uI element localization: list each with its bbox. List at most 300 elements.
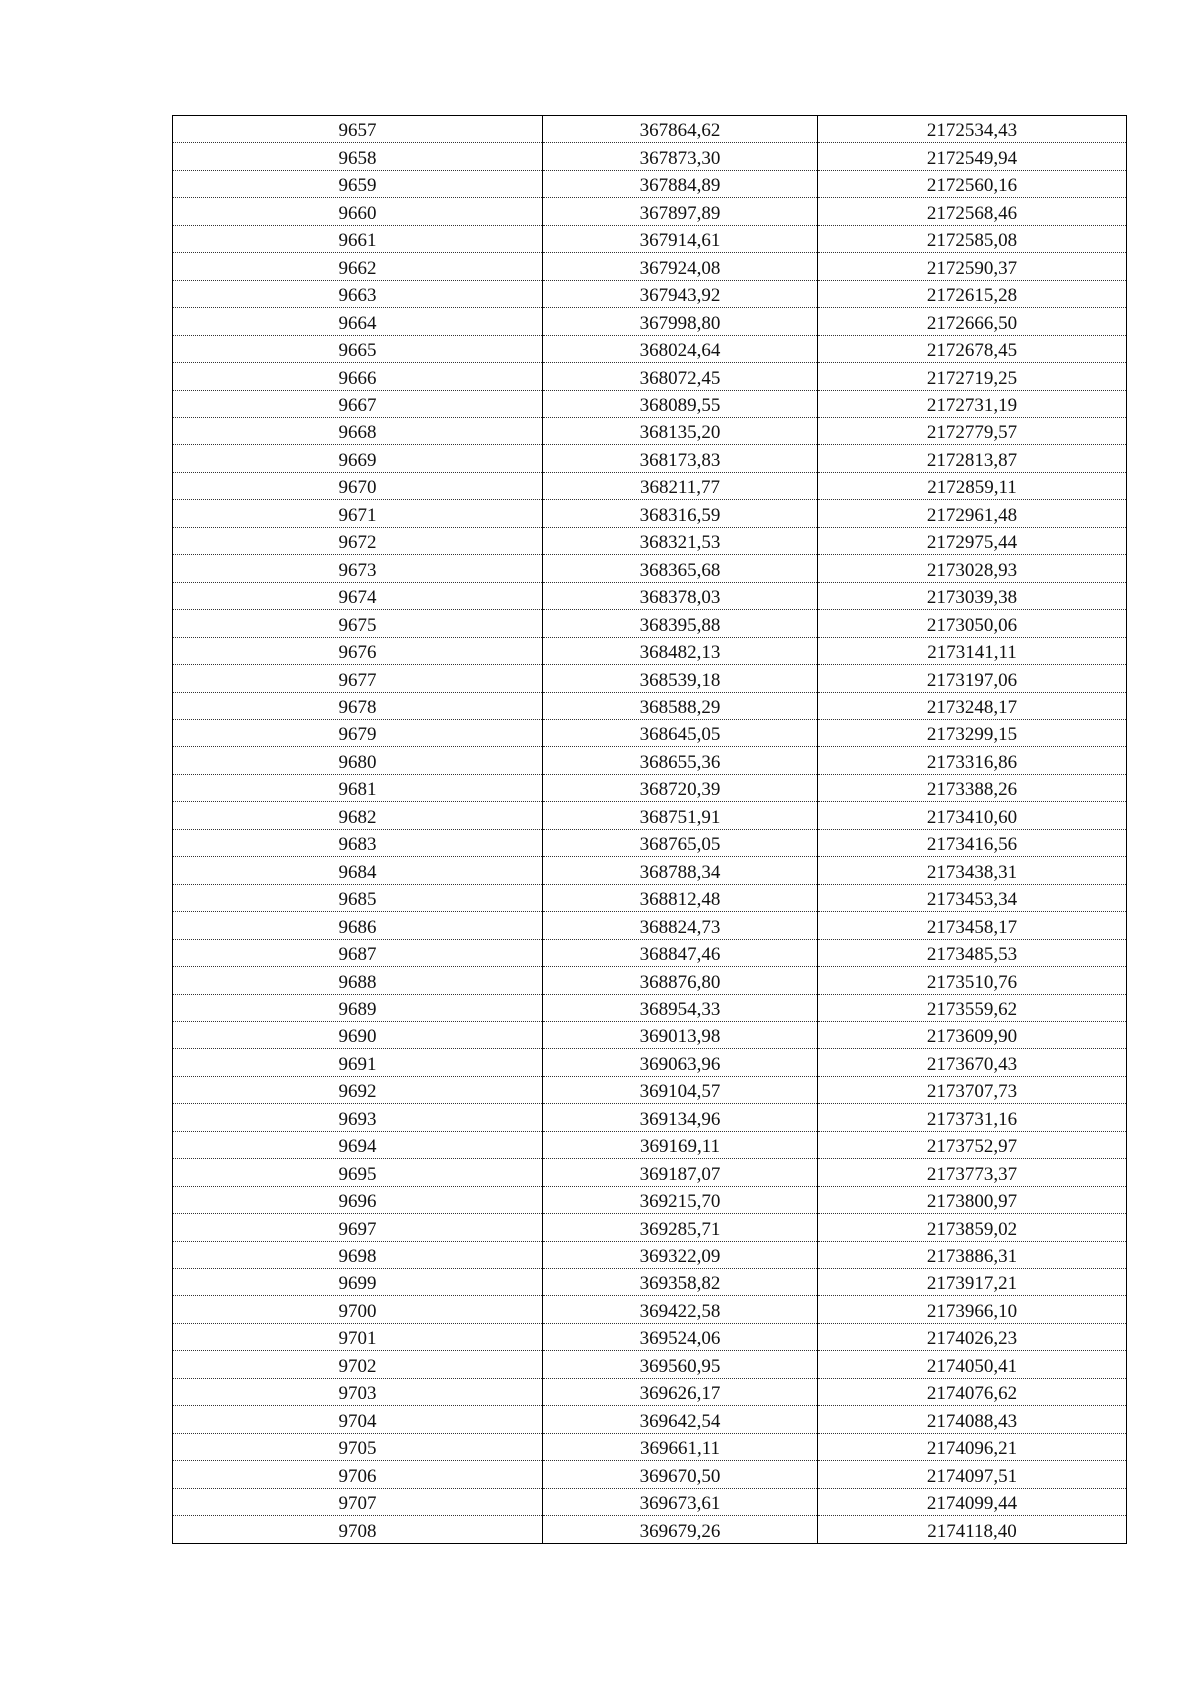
point-number-text: 9663: [338, 285, 377, 307]
point-number-cell: [173, 1269, 543, 1296]
x-coordinate-text: 368482,13: [639, 642, 721, 664]
y-coordinate-text: 2173438,31: [926, 861, 1018, 883]
x-coordinate-text: 369215,70: [639, 1191, 721, 1213]
point-number-text: 9673: [338, 559, 377, 581]
y-coordinate-cell: [818, 335, 1127, 362]
point-number-text: 9669: [338, 449, 377, 471]
y-coordinate-cell: [818, 198, 1127, 225]
y-coordinate-cell: [818, 363, 1127, 390]
point-number-text: 9660: [338, 202, 377, 224]
x-coordinate-cell: [543, 802, 818, 829]
point-number-text: 9698: [338, 1246, 377, 1268]
y-coordinate-cell: [818, 1241, 1127, 1268]
x-coordinate-text: 368720,39: [639, 779, 721, 801]
point-number-text: 9691: [338, 1053, 377, 1075]
y-coordinate-cell: [818, 1351, 1127, 1378]
point-number-text: 9674: [338, 587, 377, 609]
x-coordinate-cell: [543, 1433, 818, 1460]
point-number-cell: [173, 1488, 543, 1515]
y-coordinate-cell: [818, 1269, 1127, 1296]
y-coordinate-cell: [818, 445, 1127, 472]
point-number-text: 9675: [338, 614, 377, 636]
point-number-cell: [173, 308, 543, 335]
x-coordinate-text: 368876,80: [639, 971, 721, 993]
x-coordinate-cell: [543, 719, 818, 746]
point-number-cell: [173, 1021, 543, 1048]
y-coordinate-text: 2172560,16: [926, 175, 1018, 197]
y-coordinate-text: 2173917,21: [926, 1273, 1018, 1295]
table-row: [173, 939, 1127, 966]
point-number-text: 9693: [338, 1108, 377, 1130]
y-coordinate-text: 2173458,17: [926, 916, 1018, 938]
x-coordinate-cell: [543, 308, 818, 335]
y-coordinate-text: 2173028,93: [926, 559, 1018, 581]
x-coordinate-text: 369560,95: [639, 1355, 721, 1377]
table-row: [173, 1131, 1127, 1158]
table-row: [173, 912, 1127, 939]
point-number-cell: [173, 1214, 543, 1241]
y-coordinate-text: 2173859,02: [926, 1218, 1018, 1240]
y-coordinate-text: 2173559,62: [926, 998, 1018, 1020]
table-row: [173, 198, 1127, 225]
y-coordinate-cell: [818, 802, 1127, 829]
y-coordinate-text: 2173485,53: [926, 944, 1018, 966]
point-number-cell: [173, 912, 543, 939]
y-coordinate-cell: [818, 1131, 1127, 1158]
table-row: [173, 527, 1127, 554]
y-coordinate-text: 2172779,57: [926, 422, 1018, 444]
y-coordinate-cell: [818, 170, 1127, 197]
table-row: [173, 774, 1127, 801]
table-row: [173, 1049, 1127, 1076]
y-coordinate-cell: [818, 1488, 1127, 1515]
y-coordinate-cell: [818, 527, 1127, 554]
point-number-text: 9683: [338, 834, 377, 856]
x-coordinate-cell: [543, 1186, 818, 1213]
y-coordinate-cell: [818, 829, 1127, 856]
x-coordinate-cell: [543, 1076, 818, 1103]
x-coordinate-text: 368395,88: [639, 614, 721, 636]
table-row: [173, 1378, 1127, 1405]
x-coordinate-cell: [543, 1378, 818, 1405]
coordinates-table-body: [173, 116, 1127, 1544]
y-coordinate-text: 2173510,76: [926, 971, 1018, 993]
x-coordinate-cell: [543, 335, 818, 362]
y-coordinate-cell: [818, 610, 1127, 637]
point-number-cell: [173, 884, 543, 911]
x-coordinate-text: 367998,80: [639, 312, 721, 334]
table-row: [173, 417, 1127, 444]
point-number-text: 9694: [338, 1136, 377, 1158]
point-number-cell: [173, 747, 543, 774]
y-coordinate-text: 2172615,28: [926, 285, 1018, 307]
x-coordinate-text: 369322,09: [639, 1246, 721, 1268]
point-number-text: 9704: [338, 1410, 377, 1432]
y-coordinate-cell: [818, 939, 1127, 966]
point-number-cell: [173, 1049, 543, 1076]
point-number-cell: [173, 939, 543, 966]
point-number-cell: [173, 994, 543, 1021]
y-coordinate-cell: [818, 1378, 1127, 1405]
y-coordinate-text: 2173388,26: [926, 779, 1018, 801]
x-coordinate-text: 368316,59: [639, 504, 721, 526]
x-coordinate-cell: [543, 1461, 818, 1488]
table-row: [173, 1159, 1127, 1186]
y-coordinate-text: 2172585,08: [926, 230, 1018, 252]
point-number-cell: [173, 774, 543, 801]
point-number-cell: [173, 692, 543, 719]
point-number-text: 9687: [338, 944, 377, 966]
point-number-cell: [173, 225, 543, 252]
x-coordinate-text: 367864,62: [639, 120, 721, 142]
point-number-text: 9692: [338, 1081, 377, 1103]
table-row: [173, 225, 1127, 252]
point-number-text: 9668: [338, 422, 377, 444]
x-coordinate-text: 368655,36: [639, 751, 721, 773]
y-coordinate-cell: [818, 417, 1127, 444]
table-row: [173, 582, 1127, 609]
x-coordinate-text: 369285,71: [639, 1218, 721, 1240]
x-coordinate-text: 369642,54: [639, 1410, 721, 1432]
x-coordinate-text: 369134,96: [639, 1108, 721, 1130]
point-number-text: 9705: [338, 1438, 377, 1460]
x-coordinate-text: 367943,92: [639, 285, 721, 307]
x-coordinate-cell: [543, 1104, 818, 1131]
table-row: [173, 994, 1127, 1021]
x-coordinate-text: 369679,26: [639, 1520, 721, 1542]
point-number-cell: [173, 417, 543, 444]
x-coordinate-text: 368024,64: [639, 340, 721, 362]
x-coordinate-text: 368072,45: [639, 367, 721, 389]
y-coordinate-text: 2172590,37: [926, 257, 1018, 279]
point-number-cell: [173, 116, 543, 143]
y-coordinate-text: 2174097,51: [926, 1465, 1018, 1487]
x-coordinate-cell: [543, 472, 818, 499]
table-row: [173, 280, 1127, 307]
coordinates-table: [172, 115, 1127, 1544]
y-coordinate-text: 2173609,90: [926, 1026, 1018, 1048]
table-row: [173, 1021, 1127, 1048]
x-coordinate-cell: [543, 143, 818, 170]
table-row: [173, 253, 1127, 280]
x-coordinate-cell: [543, 967, 818, 994]
x-coordinate-text: 369104,57: [639, 1081, 721, 1103]
x-coordinate-cell: [543, 1488, 818, 1515]
y-coordinate-cell: [818, 1516, 1127, 1543]
x-coordinate-cell: [543, 692, 818, 719]
y-coordinate-cell: [818, 1076, 1127, 1103]
point-number-text: 9681: [338, 779, 377, 801]
y-coordinate-text: 2173773,37: [926, 1163, 1018, 1185]
y-coordinate-cell: [818, 747, 1127, 774]
point-number-text: 9697: [338, 1218, 377, 1240]
x-coordinate-text: 369524,06: [639, 1328, 721, 1350]
table-row: [173, 857, 1127, 884]
table-row: [173, 143, 1127, 170]
point-number-text: 9659: [338, 175, 377, 197]
point-number-cell: [173, 170, 543, 197]
y-coordinate-text: 2172568,46: [926, 202, 1018, 224]
point-number-text: 9665: [338, 340, 377, 362]
point-number-cell: [173, 335, 543, 362]
x-coordinate-cell: [543, 829, 818, 856]
x-coordinate-text: 368173,83: [639, 449, 721, 471]
table-row: [173, 1269, 1127, 1296]
y-coordinate-cell: [818, 967, 1127, 994]
point-number-text: 9708: [338, 1520, 377, 1542]
table-row: [173, 472, 1127, 499]
x-coordinate-cell: [543, 747, 818, 774]
x-coordinate-cell: [543, 994, 818, 1021]
y-coordinate-text: 2173299,15: [926, 724, 1018, 746]
y-coordinate-cell: [818, 280, 1127, 307]
point-number-text: 9701: [338, 1328, 377, 1350]
y-coordinate-cell: [818, 1049, 1127, 1076]
y-coordinate-text: 2174050,41: [926, 1355, 1018, 1377]
x-coordinate-cell: [543, 1351, 818, 1378]
y-coordinate-text: 2173410,60: [926, 806, 1018, 828]
point-number-text: 9678: [338, 696, 377, 718]
x-coordinate-cell: [543, 1241, 818, 1268]
table-row: [173, 1104, 1127, 1131]
x-coordinate-text: 368211,77: [639, 477, 721, 499]
point-number-cell: [173, 1186, 543, 1213]
point-number-text: 9690: [338, 1026, 377, 1048]
table-row: [173, 692, 1127, 719]
point-number-text: 9658: [338, 147, 377, 169]
y-coordinate-text: 2173707,73: [926, 1081, 1018, 1103]
point-number-cell: [173, 555, 543, 582]
point-number-text: 9707: [338, 1493, 377, 1515]
point-number-cell: [173, 610, 543, 637]
y-coordinate-text: 2174026,23: [926, 1328, 1018, 1350]
table-row: [173, 1488, 1127, 1515]
x-coordinate-cell: [543, 116, 818, 143]
x-coordinate-cell: [543, 1159, 818, 1186]
x-coordinate-text: 368365,68: [639, 559, 721, 581]
x-coordinate-text: 368539,18: [639, 669, 721, 691]
point-number-cell: [173, 143, 543, 170]
point-number-cell: [173, 445, 543, 472]
x-coordinate-cell: [543, 637, 818, 664]
table-row: [173, 1076, 1127, 1103]
point-number-cell: [173, 1241, 543, 1268]
y-coordinate-cell: [818, 472, 1127, 499]
y-coordinate-text: 2172813,87: [926, 449, 1018, 471]
point-number-cell: [173, 1378, 543, 1405]
x-coordinate-text: 367924,08: [639, 257, 721, 279]
table-row: [173, 1516, 1127, 1543]
y-coordinate-cell: [818, 555, 1127, 582]
point-number-cell: [173, 1076, 543, 1103]
y-coordinate-cell: [818, 143, 1127, 170]
y-coordinate-cell: [818, 884, 1127, 911]
x-coordinate-cell: [543, 774, 818, 801]
x-coordinate-cell: [543, 500, 818, 527]
y-coordinate-text: 2173453,34: [926, 889, 1018, 911]
y-coordinate-cell: [818, 1323, 1127, 1350]
table-row: [173, 335, 1127, 362]
y-coordinate-text: 2172975,44: [926, 532, 1018, 554]
table-row: [173, 445, 1127, 472]
point-number-cell: [173, 637, 543, 664]
x-coordinate-text: 369013,98: [639, 1026, 721, 1048]
x-coordinate-text: 369661,11: [639, 1438, 721, 1460]
point-number-text: 9679: [338, 724, 377, 746]
x-coordinate-text: 369673,61: [639, 1493, 721, 1515]
y-coordinate-text: 2173141,11: [927, 642, 1017, 664]
x-coordinate-cell: [543, 1323, 818, 1350]
x-coordinate-text: 369626,17: [639, 1383, 721, 1405]
x-coordinate-text: 368812,48: [639, 889, 721, 911]
x-coordinate-cell: [543, 363, 818, 390]
y-coordinate-text: 2173670,43: [926, 1053, 1018, 1075]
table-row: [173, 719, 1127, 746]
table-row: [173, 1461, 1127, 1488]
x-coordinate-cell: [543, 417, 818, 444]
point-number-cell: [173, 390, 543, 417]
y-coordinate-cell: [818, 912, 1127, 939]
y-coordinate-cell: [818, 1186, 1127, 1213]
point-number-cell: [173, 1323, 543, 1350]
table-row: [173, 500, 1127, 527]
y-coordinate-text: 2173316,86: [926, 751, 1018, 773]
y-coordinate-cell: [818, 994, 1127, 1021]
x-coordinate-text: 368645,05: [639, 724, 721, 746]
table-row: [173, 170, 1127, 197]
x-coordinate-text: 368751,91: [639, 806, 721, 828]
y-coordinate-cell: [818, 857, 1127, 884]
x-coordinate-text: 369187,07: [639, 1163, 721, 1185]
table-row: [173, 1406, 1127, 1433]
y-coordinate-text: 2173731,16: [926, 1108, 1018, 1130]
y-coordinate-cell: [818, 692, 1127, 719]
point-number-cell: [173, 1351, 543, 1378]
y-coordinate-cell: [818, 308, 1127, 335]
x-coordinate-cell: [543, 1269, 818, 1296]
x-coordinate-cell: [543, 1296, 818, 1323]
x-coordinate-cell: [543, 912, 818, 939]
y-coordinate-cell: [818, 774, 1127, 801]
y-coordinate-text: 2172534,43: [926, 120, 1018, 142]
point-number-text: 9657: [338, 120, 377, 142]
table-row: [173, 363, 1127, 390]
x-coordinate-cell: [543, 1406, 818, 1433]
point-number-cell: [173, 1406, 543, 1433]
x-coordinate-text: 367897,89: [639, 202, 721, 224]
y-coordinate-text: 2173248,17: [926, 696, 1018, 718]
table-row: [173, 610, 1127, 637]
x-coordinate-cell: [543, 225, 818, 252]
y-coordinate-text: 2172859,11: [927, 477, 1017, 499]
y-coordinate-text: 2173966,10: [926, 1300, 1018, 1322]
y-coordinate-text: 2174096,21: [926, 1438, 1018, 1460]
point-number-text: 9700: [338, 1300, 377, 1322]
table-row: [173, 116, 1127, 143]
y-coordinate-cell: [818, 582, 1127, 609]
x-coordinate-text: 368847,46: [639, 944, 721, 966]
point-number-cell: [173, 1159, 543, 1186]
point-number-text: 9670: [338, 477, 377, 499]
x-coordinate-text: 369358,82: [639, 1273, 721, 1295]
point-number-text: 9664: [338, 312, 377, 334]
y-coordinate-text: 2172678,45: [926, 340, 1018, 362]
y-coordinate-cell: [818, 225, 1127, 252]
y-coordinate-cell: [818, 637, 1127, 664]
point-number-text: 9671: [338, 504, 377, 526]
x-coordinate-text: 369670,50: [639, 1465, 721, 1487]
x-coordinate-text: 368321,53: [639, 532, 721, 554]
table-row: [173, 747, 1127, 774]
y-coordinate-text: 2172961,48: [926, 504, 1018, 526]
point-number-text: 9702: [338, 1355, 377, 1377]
table-row: [173, 390, 1127, 417]
x-coordinate-cell: [543, 939, 818, 966]
point-number-cell: [173, 198, 543, 225]
x-coordinate-cell: [543, 582, 818, 609]
point-number-text: 9661: [338, 230, 377, 252]
x-coordinate-text: 368378,03: [639, 587, 721, 609]
y-coordinate-text: 2174099,44: [926, 1493, 1018, 1515]
y-coordinate-cell: [818, 1296, 1127, 1323]
point-number-cell: [173, 719, 543, 746]
point-number-cell: [173, 527, 543, 554]
x-coordinate-cell: [543, 253, 818, 280]
point-number-cell: [173, 1104, 543, 1131]
x-coordinate-text: 367873,30: [639, 147, 721, 169]
table-row: [173, 802, 1127, 829]
point-number-cell: [173, 829, 543, 856]
point-number-cell: [173, 1516, 543, 1543]
point-number-text: 9689: [338, 998, 377, 1020]
y-coordinate-cell: [818, 1433, 1127, 1460]
table-row: [173, 1296, 1127, 1323]
point-number-cell: [173, 1433, 543, 1460]
point-number-cell: [173, 500, 543, 527]
table-row: [173, 1186, 1127, 1213]
x-coordinate-text: 368089,55: [639, 394, 721, 416]
x-coordinate-text: 369422,58: [639, 1300, 721, 1322]
x-coordinate-text: 368824,73: [639, 916, 721, 938]
x-coordinate-cell: [543, 555, 818, 582]
y-coordinate-text: 2172719,25: [926, 367, 1018, 389]
y-coordinate-text: 2172731,19: [926, 394, 1018, 416]
y-coordinate-text: 2174118,40: [927, 1520, 1017, 1542]
y-coordinate-cell: [818, 116, 1127, 143]
y-coordinate-cell: [818, 500, 1127, 527]
y-coordinate-cell: [818, 1461, 1127, 1488]
x-coordinate-cell: [543, 1516, 818, 1543]
table-row: [173, 308, 1127, 335]
x-coordinate-text: 369169,11: [639, 1136, 721, 1158]
point-number-text: 9682: [338, 806, 377, 828]
x-coordinate-text: 367884,89: [639, 175, 721, 197]
point-number-cell: [173, 472, 543, 499]
point-number-cell: [173, 1131, 543, 1158]
y-coordinate-cell: [818, 1021, 1127, 1048]
point-number-cell: [173, 363, 543, 390]
point-number-text: 9688: [338, 971, 377, 993]
point-number-cell: [173, 802, 543, 829]
x-coordinate-cell: [543, 884, 818, 911]
x-coordinate-text: 368135,20: [639, 422, 721, 444]
x-coordinate-cell: [543, 1049, 818, 1076]
x-coordinate-text: 368788,34: [639, 861, 721, 883]
y-coordinate-cell: [818, 1214, 1127, 1241]
point-number-text: 9685: [338, 889, 377, 911]
point-number-cell: [173, 280, 543, 307]
point-number-text: 9680: [338, 751, 377, 773]
